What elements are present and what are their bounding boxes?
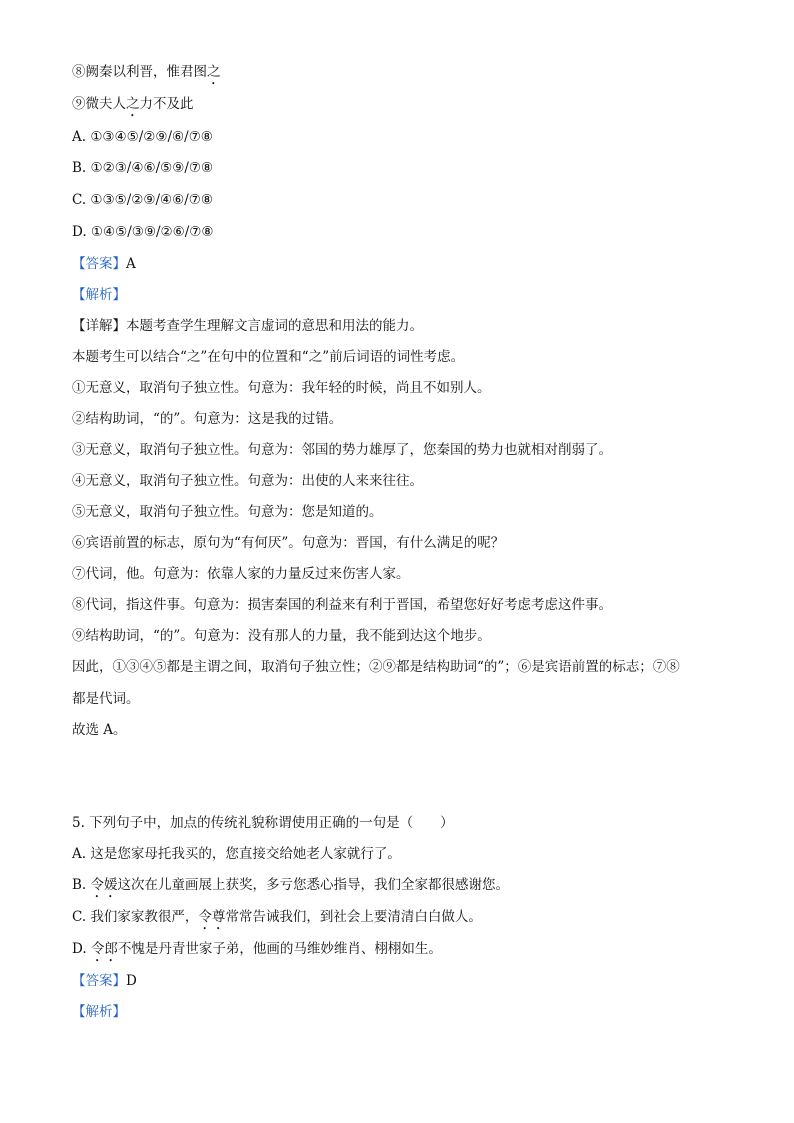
sentence-8 bbox=[72, 62, 722, 88]
sentence-9-text-end: 力不及此 bbox=[139, 96, 194, 112]
explanation-line: ③无意义，取消句子独立性。句意为：邻国的势力雄厚了，您秦国的势力也就相对削弱了。 bbox=[72, 442, 612, 458]
option-label: B. bbox=[72, 877, 91, 893]
option-c: C. ①③⑤/②⑨/④⑥/⑦⑧ bbox=[72, 192, 213, 208]
explanation-line: ⑧代词，指这件事。句意为：损害秦国的利益来有利于晋国，希望您好好考虑考虑这件事。 bbox=[72, 597, 612, 613]
option-text: 不愧是丹青世家子弟，他画的马维妙维肖、栩栩如生。 bbox=[117, 941, 442, 957]
option-text-end: 常常告诫我们，到社会上要清清白白做人。 bbox=[225, 909, 482, 925]
answer-tag: 【答案】 bbox=[72, 256, 126, 272]
sentence-8-text: ⑧阙秦以利晋，惟君图 bbox=[72, 64, 207, 80]
option-a: A. ①③④⑤/②⑨/⑥/⑦⑧ bbox=[72, 129, 213, 145]
explanation-line: ①无意义，取消句子独立性。句意为：我年轻的时候，尚且不如别人。 bbox=[72, 380, 491, 396]
question-5-option-a: A. 这是您家母托我买的，您直接交给她老人家就行了。 bbox=[72, 846, 401, 862]
conclusion-line: 都是代词。 bbox=[72, 691, 140, 707]
analysis-heading bbox=[72, 285, 722, 305]
explanation-line: 本题考生可以结合“之”在句中的位置和“之”前后词语的词性考虑。 bbox=[72, 349, 465, 365]
detail-tag: 【详解】 bbox=[72, 318, 126, 334]
sentence-9-text: ⑨微夫人 bbox=[72, 96, 126, 112]
answer-line bbox=[72, 254, 722, 274]
detail-intro: 本题考查学生理解文言虚词的意思和用法的能力。 bbox=[126, 318, 423, 334]
option-text: C. 我们家家教很严， bbox=[72, 909, 199, 925]
explanation-line: ②结构助词，“的”。句意为：这是我的过错。 bbox=[72, 411, 343, 427]
question-5-option-b bbox=[72, 875, 722, 901]
question-5-analysis bbox=[72, 1002, 722, 1022]
option-d: D. ①④⑤/③⑨/②⑥/⑦⑧ bbox=[72, 224, 214, 240]
explanation-line: ⑨结构助词，“的”。句意为：没有那人的力量，我不能到达这个地步。 bbox=[72, 628, 491, 644]
analysis-tag: 【解析】 bbox=[72, 287, 126, 303]
analysis-tag: 【解析】 bbox=[72, 1004, 126, 1020]
option-text: 这次在儿童画展上获奖，多亏您悉心指导，我们全家都很感谢您。 bbox=[117, 877, 510, 893]
sentence-9 bbox=[72, 94, 722, 120]
emphasized-word: 令郎 bbox=[90, 941, 118, 957]
answer-tag: 【答案】 bbox=[72, 973, 126, 989]
option-b: B. ①②③/④⑥/⑤⑨/⑦⑧ bbox=[72, 160, 214, 176]
question-5-stem: 5. 下列句子中，加点的传统礼貌称谓使用正确的一句是（ ） bbox=[72, 815, 454, 831]
explanation-line: ④无意义，取消句子独立性。句意为：出使的人来来往往。 bbox=[72, 473, 423, 489]
question-5-option-c bbox=[72, 907, 722, 933]
choice-line: 故选 A。 bbox=[72, 722, 127, 738]
conclusion-line: 因此，①③④⑤都是主谓之间，取消句子独立性；②⑨都是结构助词“的”；⑥是宾语前置的标志；⑦⑧ bbox=[72, 659, 680, 675]
explanation-line: ⑤无意义，取消句子独立性。句意为：您是知道的。 bbox=[72, 504, 383, 520]
emphasized-word: 之 bbox=[126, 96, 140, 112]
detail-line bbox=[72, 316, 722, 336]
emphasized-word: 之 bbox=[207, 64, 221, 80]
emphasized-word: 令尊 bbox=[198, 909, 226, 925]
question-5-answer bbox=[72, 971, 722, 991]
answer-value: D bbox=[126, 973, 137, 989]
option-label: D. bbox=[72, 941, 91, 957]
question-5-option-d bbox=[72, 939, 722, 965]
explanation-line: ⑦代词，他。句意为：依靠人家的力量反过来伤害人家。 bbox=[72, 566, 410, 582]
answer-value: A bbox=[126, 256, 136, 272]
explanation-line: ⑥宾语前置的标志，原句为“有何厌”。句意为：晋国，有什么满足的呢？ bbox=[72, 535, 505, 551]
emphasized-word: 令媛 bbox=[90, 877, 118, 893]
